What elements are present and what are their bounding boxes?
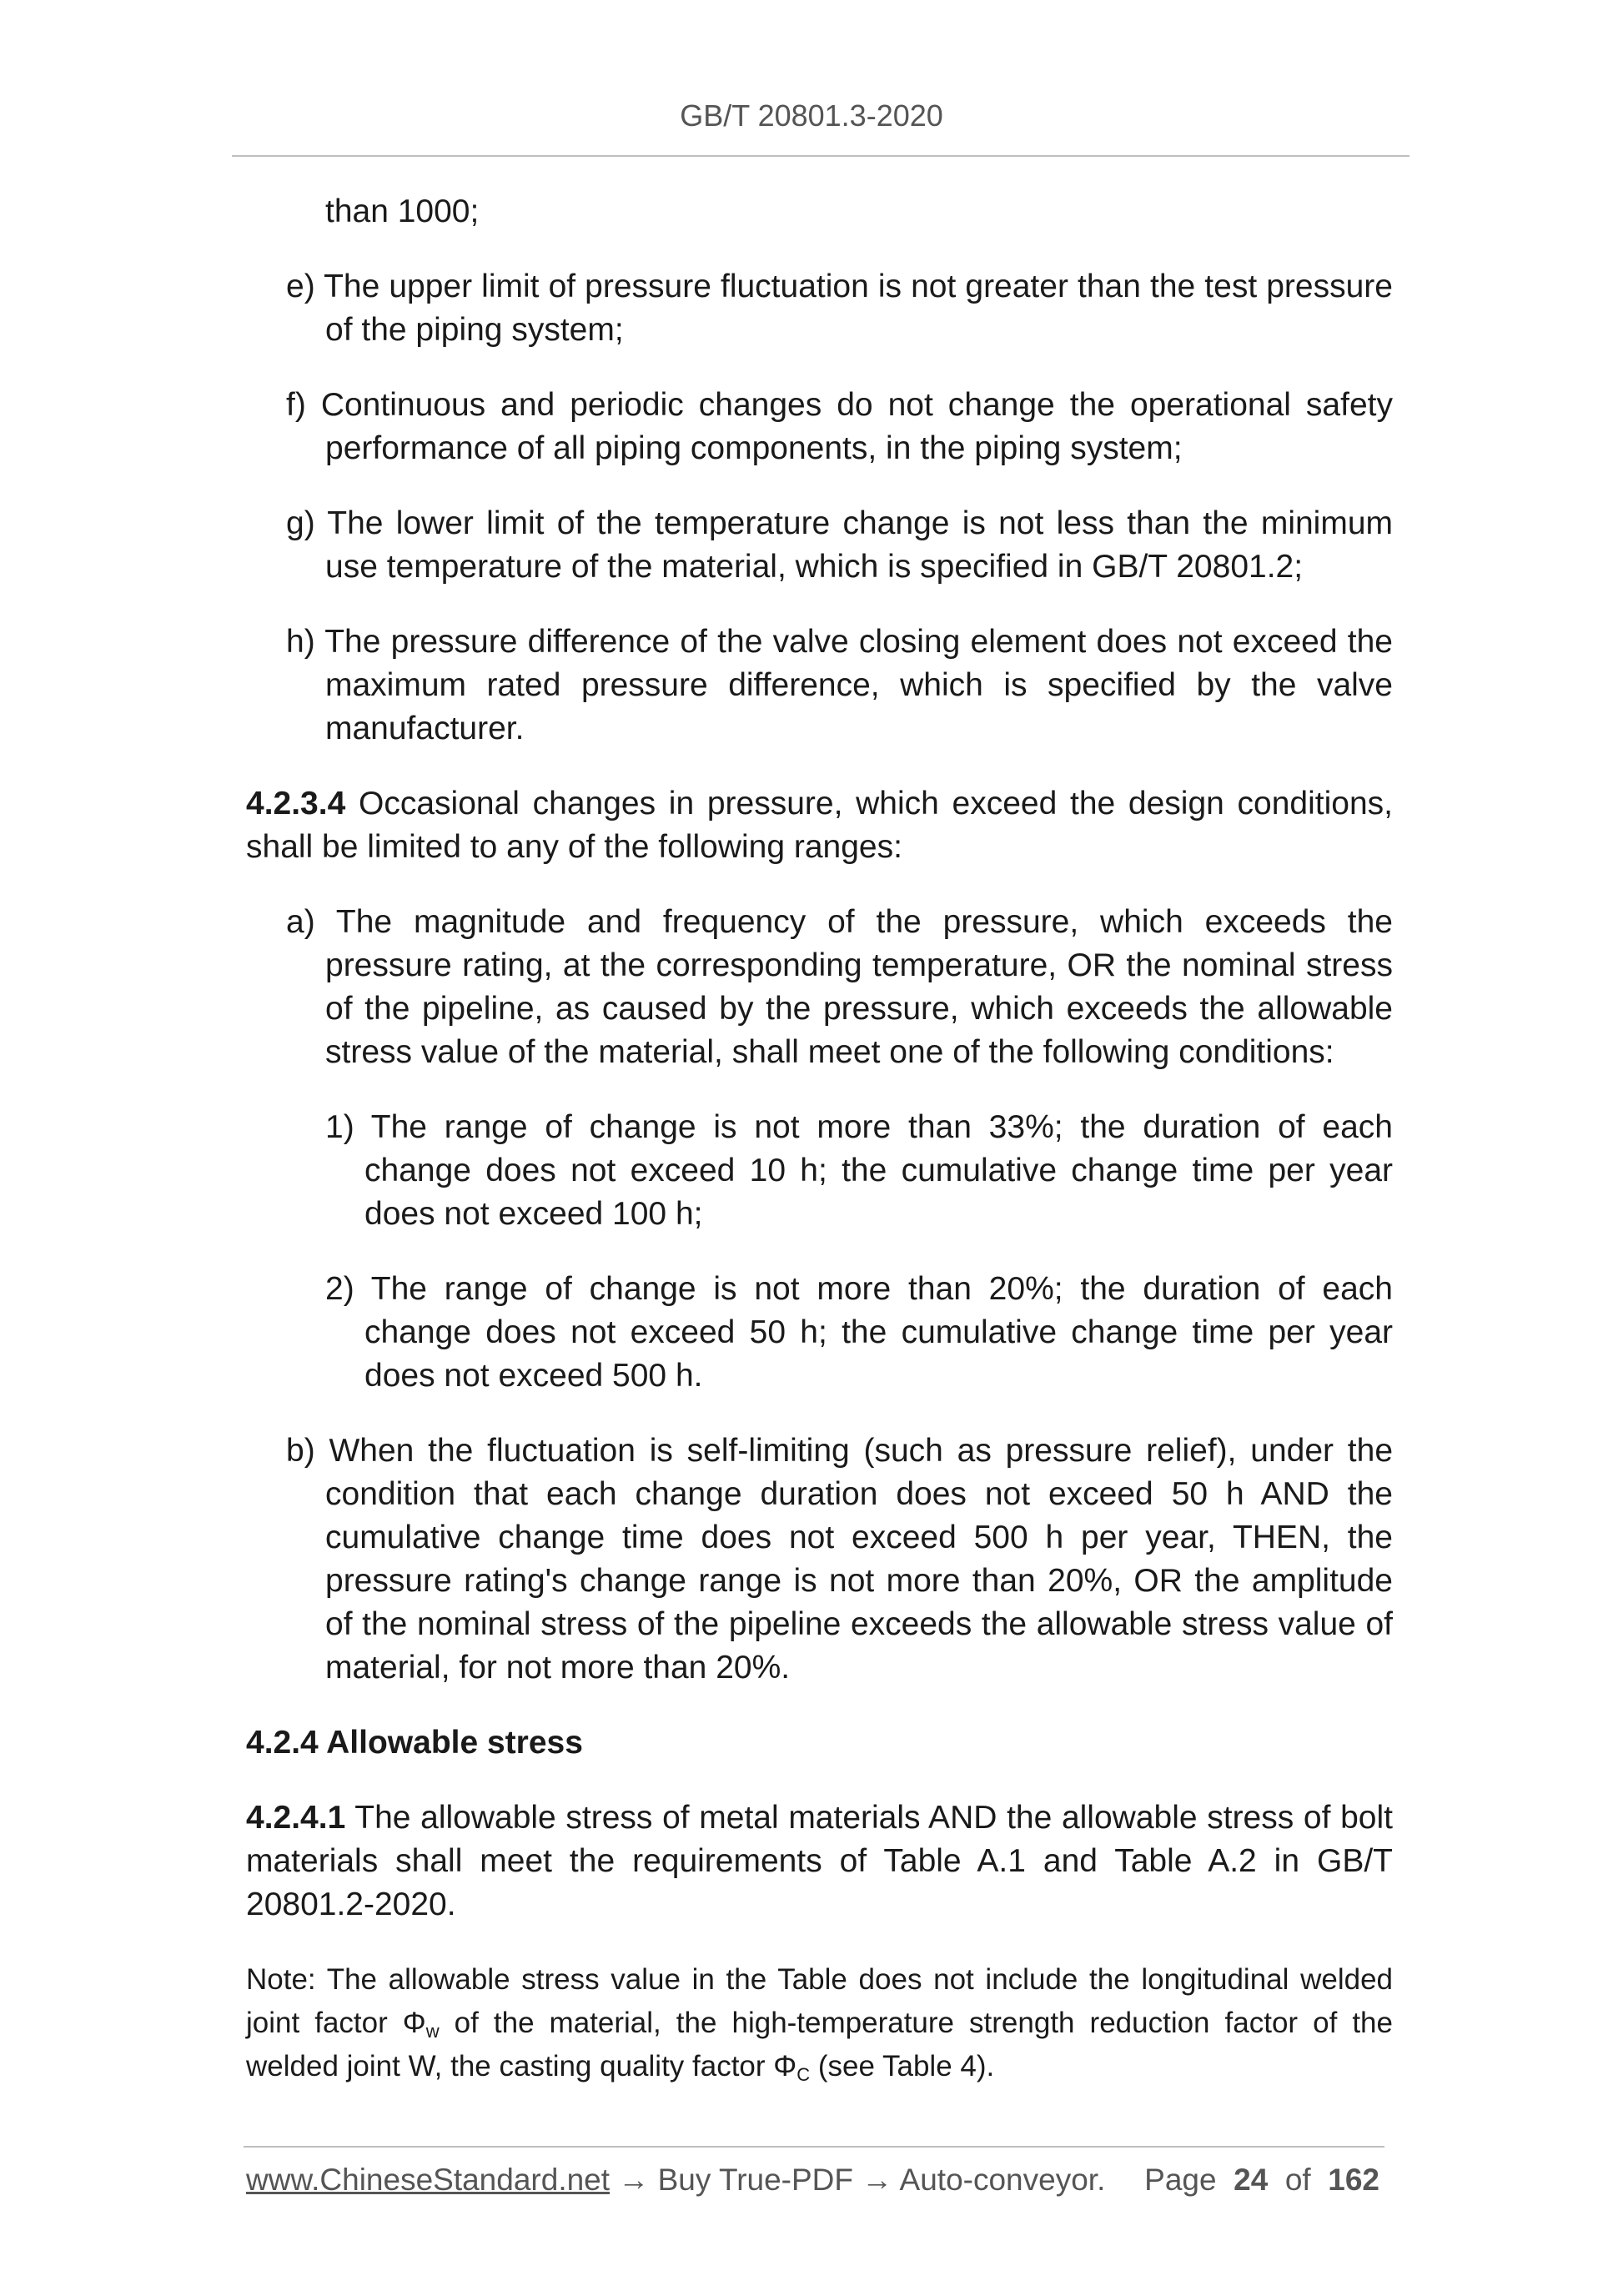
sub-item-1 bbox=[246, 1106, 1393, 1236]
page-number bbox=[1144, 2163, 1379, 2198]
arrow-right-icon: → bbox=[862, 2163, 893, 2197]
note-paragraph bbox=[246, 1958, 1393, 2088]
section-heading-4-2-4: 4.2.4 Allowable stress bbox=[246, 1725, 583, 1761]
clause-text: The allowable stress of metal materials AND the allowable stress of bolt materials shall meet the requirements of Table A.1 and Table A.2 in GB/T 20801.2-2020. bbox=[246, 1800, 1393, 1922]
continuation-text: than 1000; bbox=[325, 193, 480, 229]
list-item-e bbox=[246, 265, 1393, 352]
page-content bbox=[246, 190, 1393, 2088]
list-item-b bbox=[246, 1429, 1393, 1690]
footer-step-auto: Auto-conveyor. bbox=[899, 2163, 1106, 2197]
page-label: Page bbox=[1144, 2163, 1217, 2197]
list-item-h bbox=[246, 620, 1393, 751]
list-text: The range of change is not more than 33%; the duration of each change does not exceed 10 h; the cumulative change time per year does not exceed 100 h; bbox=[364, 1109, 1393, 1232]
document-id: GB/T 20801.3-2020 bbox=[680, 98, 943, 133]
list-text: Continuous and periodic changes do not change the operational safety performance of all piping components, in the piping system; bbox=[320, 387, 1393, 466]
subscript-c: C bbox=[796, 2064, 811, 2085]
clause-number: 4.2.3.4 bbox=[246, 786, 346, 821]
footer-divider bbox=[244, 2146, 1384, 2148]
subscript-w: w bbox=[425, 2021, 440, 2042]
list-item-a bbox=[246, 901, 1393, 1074]
page-current: 24 bbox=[1234, 2163, 1269, 2197]
list-label: e) bbox=[286, 269, 315, 304]
list-text: The upper limit of pressure fluctuation is not greater than the test pressure of the piping system; bbox=[324, 269, 1393, 348]
list-label: h) bbox=[286, 624, 315, 660]
header-divider bbox=[232, 155, 1409, 157]
clause-number: 4.2.4.1 bbox=[246, 1800, 346, 1836]
clause-text: Occasional changes in pressure, which exceed the design conditions, shall be limited to any of the following ranges: bbox=[246, 786, 1393, 865]
page-total: 162 bbox=[1328, 2163, 1379, 2197]
page-of: of bbox=[1284, 2163, 1311, 2197]
footer-step-buy: Buy True-PDF bbox=[657, 2163, 854, 2197]
note-text-3: (see Table 4). bbox=[810, 2050, 995, 2082]
website-link[interactable]: www.ChineseStandard.net bbox=[246, 2163, 611, 2197]
list-label: g) bbox=[286, 505, 315, 541]
list-text: The pressure difference of the valve closing element does not exceed the maximum rated pressure difference, which is specified by the valve manufacturer. bbox=[324, 624, 1393, 746]
list-label: 2) bbox=[325, 1271, 354, 1307]
list-label: f) bbox=[286, 387, 306, 423]
list-text: The lower limit of the temperature change is not less than the minimum use temperature of the material, which is specified in GB/T 20801.2; bbox=[325, 505, 1393, 585]
note-text-2: of the material, the high-temperature strength reduction factor of the welded joint W, the casting quality factor Φ bbox=[246, 2007, 1393, 2082]
arrow-right-icon: → bbox=[618, 2163, 650, 2197]
page-footer bbox=[246, 2163, 1105, 2198]
sub-item-2 bbox=[246, 1268, 1393, 1398]
list-label: 1) bbox=[325, 1109, 354, 1145]
clause-4-2-4-1 bbox=[246, 1796, 1393, 1927]
list-label: a) bbox=[286, 904, 315, 940]
page-header bbox=[0, 98, 1623, 133]
list-item-f bbox=[246, 384, 1393, 470]
list-item-g bbox=[246, 502, 1393, 589]
list-label: b) bbox=[286, 1433, 315, 1469]
list-text: The range of change is not more than 20%; the duration of each change does not exceed 50 h; the cumulative change time per year does not exceed 500 h. bbox=[364, 1271, 1393, 1394]
note-text-1: Note: The allowable stress value in the Table does not include the longitudinal welded joint factor Φ bbox=[246, 1963, 1393, 2039]
list-text: The magnitude and frequency of the pressure, which exceeds the pressure rating, at the corresponding temperature, OR the nominal stress of the pipeline, as caused by the pressure, which exceeds the allowable stress value of the material, shall meet one of the following conditions: bbox=[325, 904, 1393, 1070]
clause-4-2-3-4 bbox=[246, 782, 1393, 869]
list-text: When the fluctuation is self-limiting (such as pressure relief), under the condition that each change duration does not exceed 50 h AND the cumulative change time does not exceed 500 h per year, THEN, the pressure rating's change range is not more than 20%, OR the amplitude of the nominal stress of the pipeline exceeds the allowable stress value of material, for not more than 20%. bbox=[325, 1433, 1394, 1686]
